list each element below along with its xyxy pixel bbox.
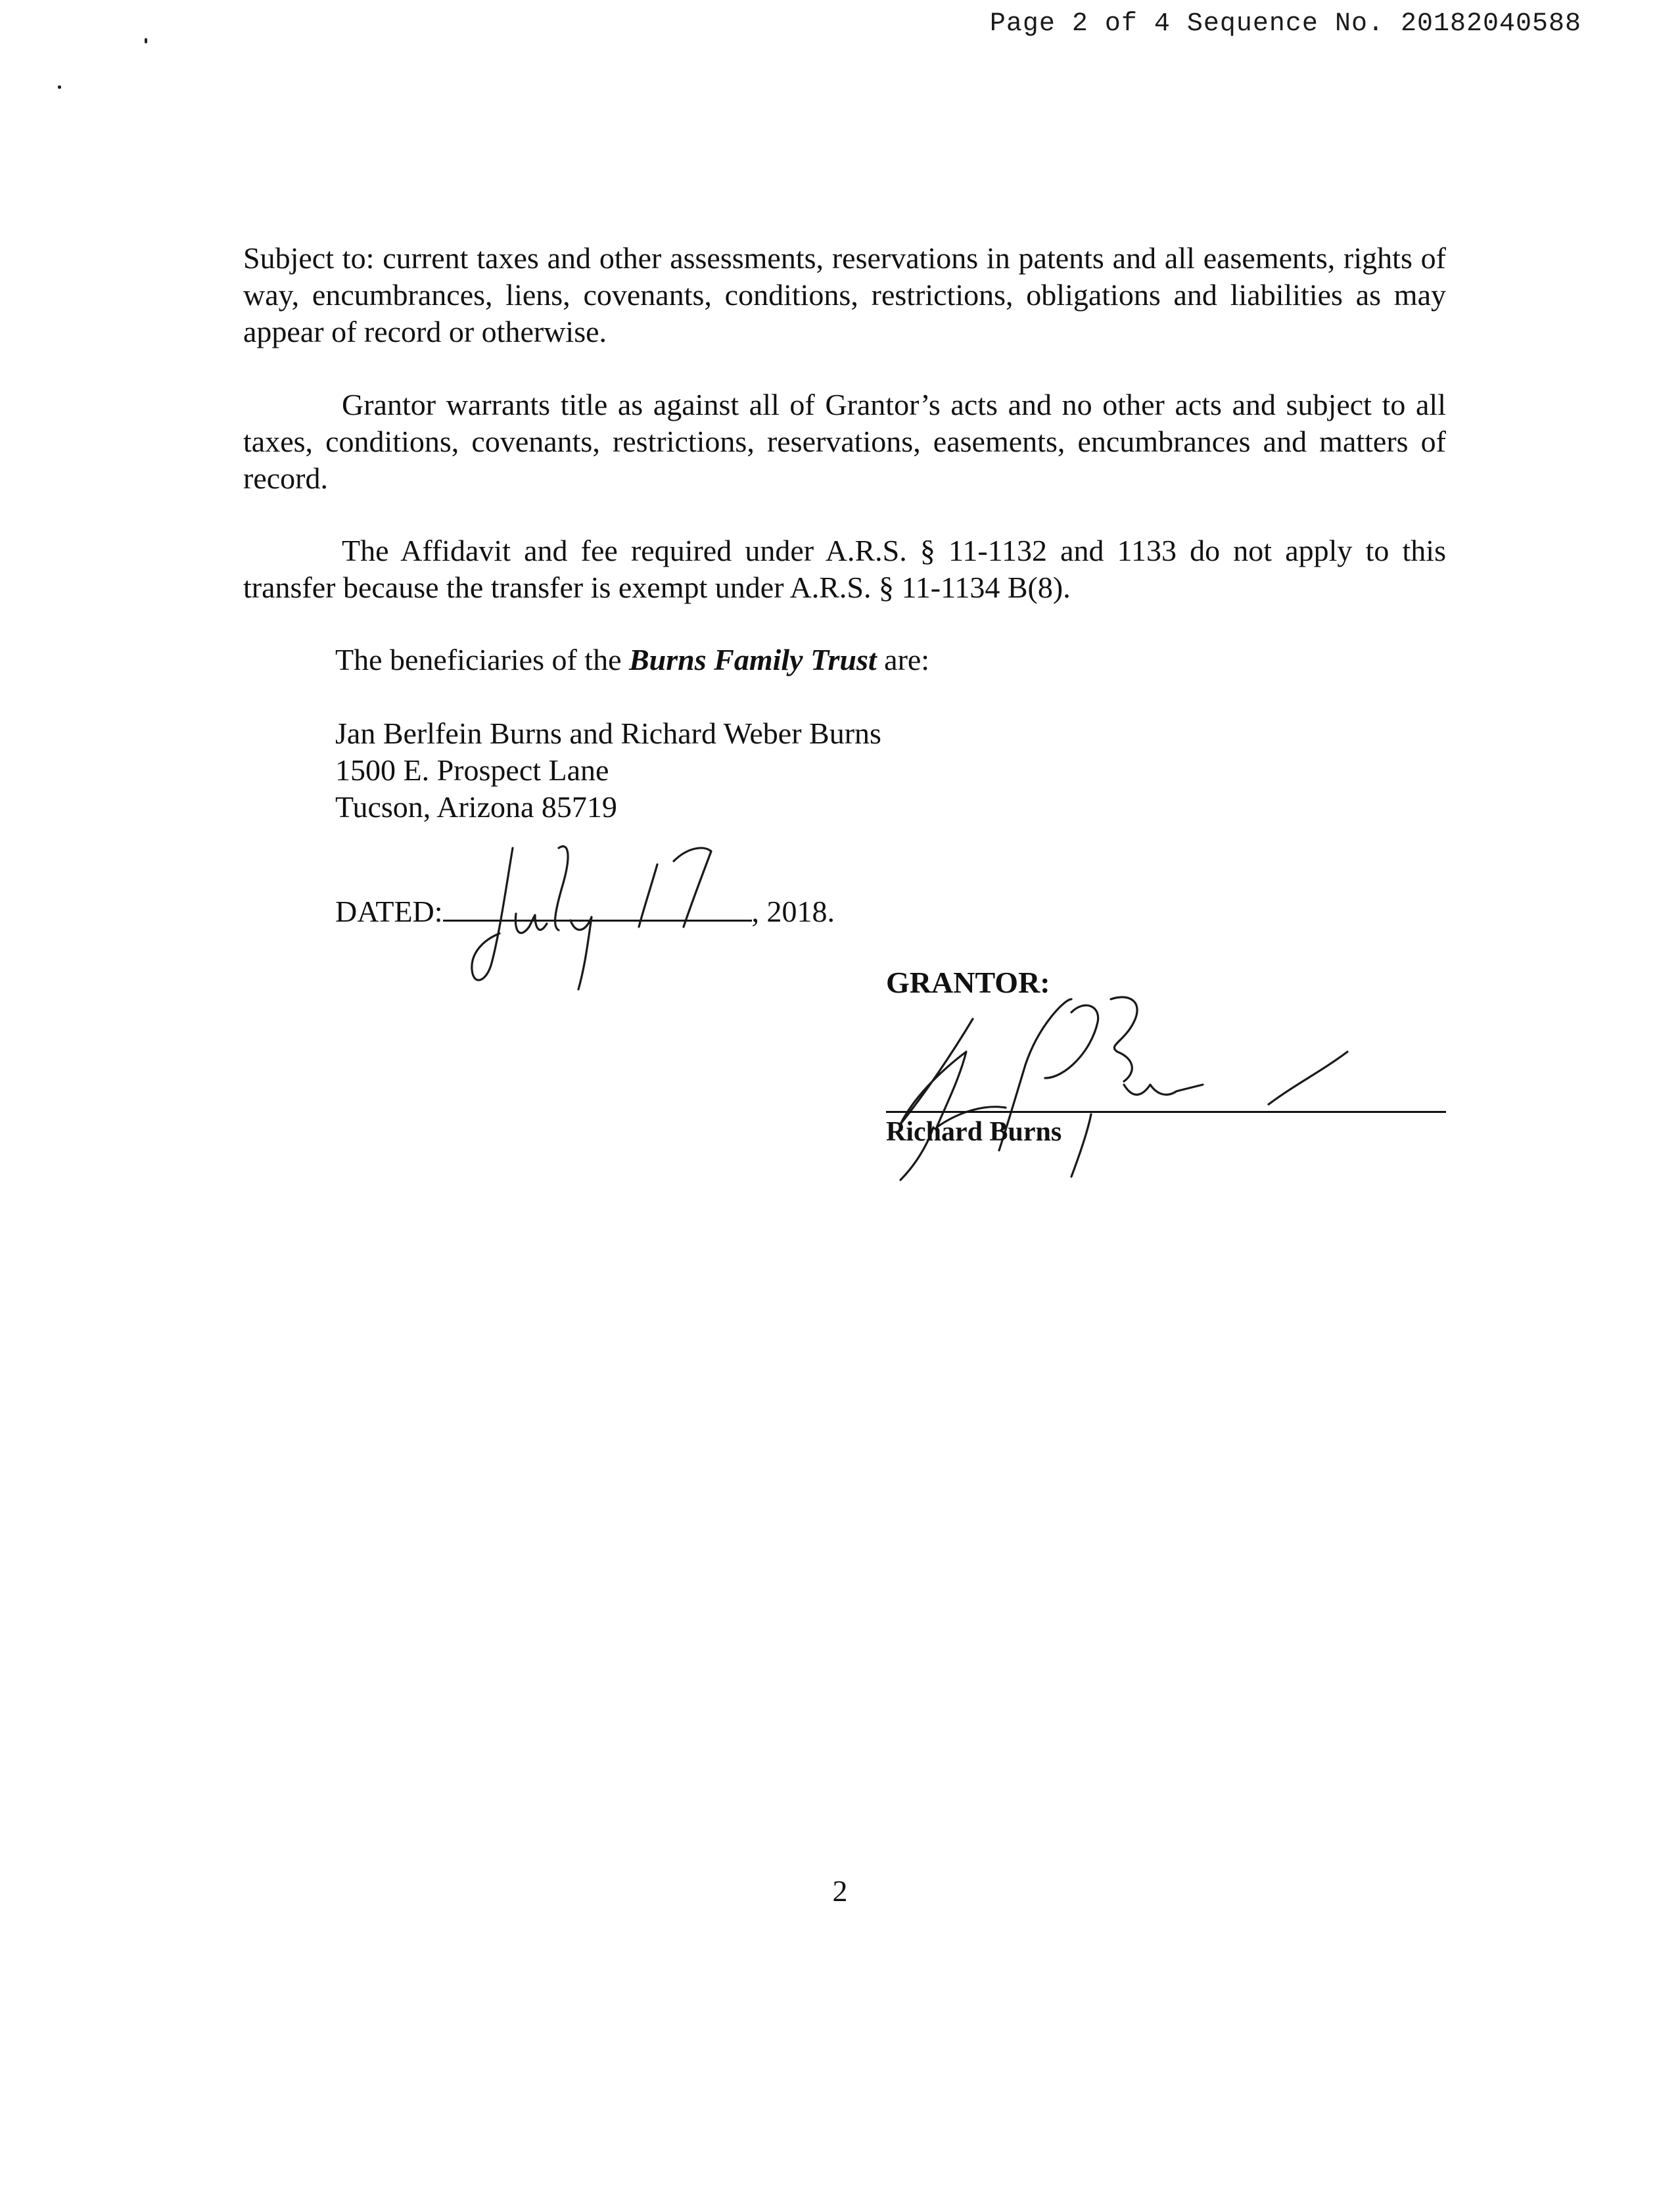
beneficiaries-prefix: The beneficiaries of the [335, 643, 629, 676]
grantor-label: GRANTOR: [886, 966, 1050, 999]
subject-to-paragraph: Subject to: current taxes and other assessments, reservations in patents and all easements, rights of way, encumbrances, liens, covenants, conditions, restrictions, obligations and liabilities as may appear of record or otherwise. [243, 241, 1446, 348]
scan-speck [58, 85, 61, 89]
page-number: 2 [832, 1874, 848, 1908]
scan-speck [145, 38, 147, 43]
dated-label: DATED: [335, 895, 443, 928]
grantor-signature [874, 986, 1374, 1183]
beneficiary-names: Jan Berlfein Burns and Richard Weber Burns [335, 717, 881, 750]
grantor-signature-line [886, 1111, 1446, 1113]
beneficiary-street: 1500 E. Prospect Lane [335, 753, 609, 787]
recording-stamp: Page 2 of 4 Sequence No. 20182040588 [989, 9, 1581, 39]
affidavit-paragraph: The Affidavit and fee required under A.R.S. § 11-1132 and 1133 do not apply to this transfer because the transfer is exempt under A.R.S. § 11-1134 B(8). [243, 534, 1446, 604]
warranty-paragraph: Grantor warrants title as against all of Grantor’s acts and no other acts and subject to all taxes, conditions, covenants, restrictions, reservations, easements, encumbrances and matters of record. [243, 388, 1446, 495]
beneficiaries-line [335, 642, 929, 678]
beneficiaries-suffix: are: [876, 643, 930, 676]
handwritten-date [454, 835, 743, 993]
dated-year: , 2018. [751, 895, 835, 928]
grantor-name: Richard Burns [886, 1117, 1062, 1147]
trust-name: Burns Family Trust [629, 643, 877, 676]
beneficiary-city: Tucson, Arizona 85719 [335, 790, 617, 824]
